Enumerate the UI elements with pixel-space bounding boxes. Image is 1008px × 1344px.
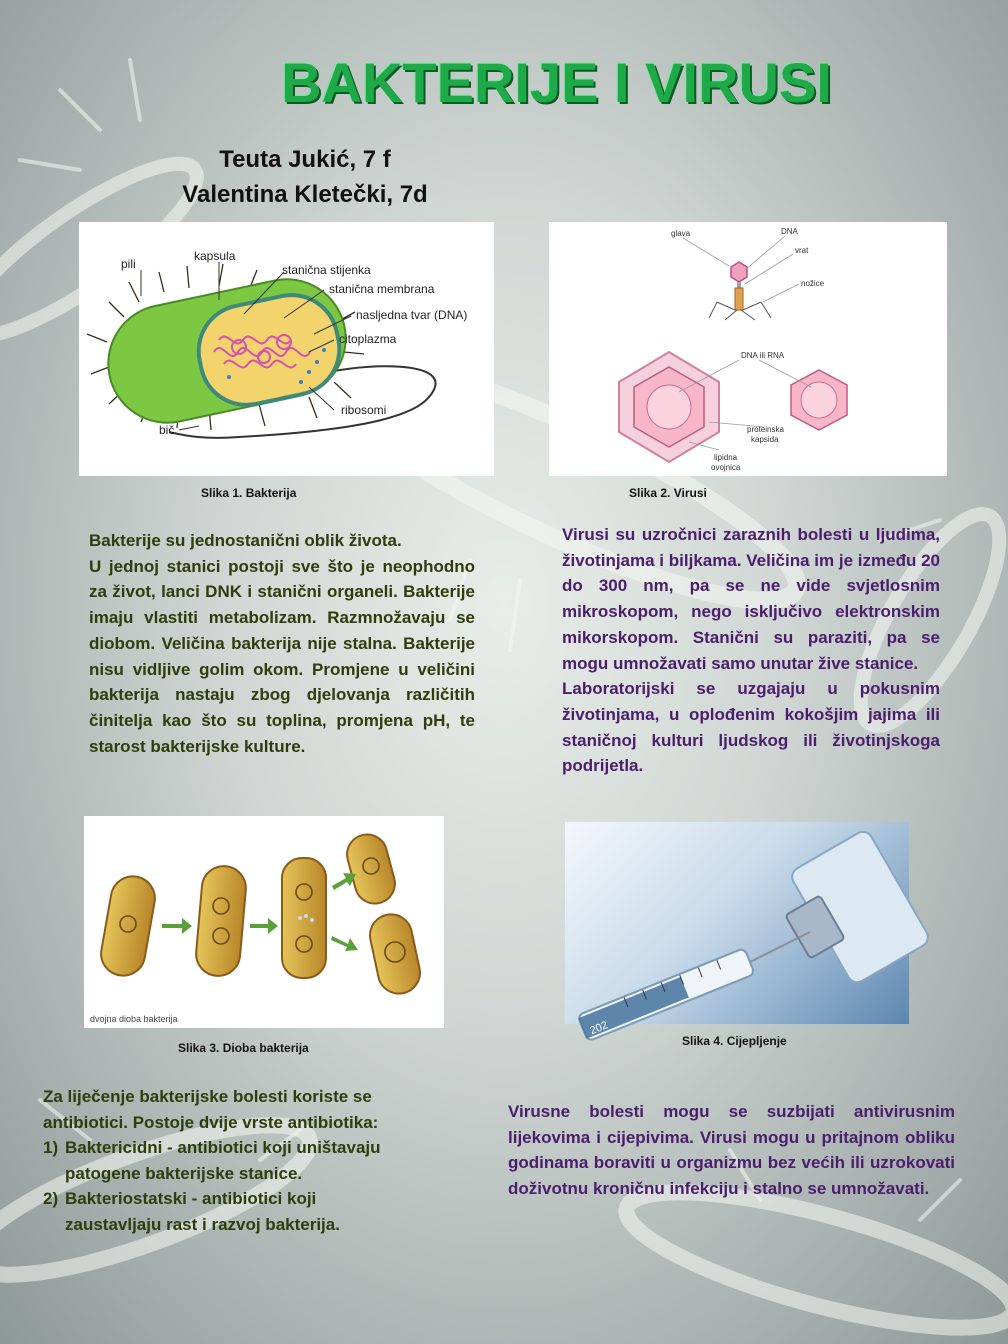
- virus-paragraph-2: Laboratorijski se uzgajaju u pokusnim životinjama, u oplođenim kokošjim jajima ili staničnoj kulturi ljudskog ili životinjskoga podrijetla.: [562, 679, 940, 776]
- label-nozice: nožice: [801, 279, 825, 288]
- vaccination-photo: [565, 822, 909, 1038]
- bacteria-body: U jednoj stanici postoji sve što je neophodno za život, lanci DNK i stanični organeli. Bakterije imaju vlastiti metabolizam. Razmnožavaju se diobom. Veličina bakterija nije stalna. Bakterije nisu vidljive golim okom. Promjene u veličini bakterija nastaju zbog djelovanja različitih činitelja kao što su toplina, promjena pH, te starost bakterijske kulture.: [89, 556, 475, 756]
- figure-binary-fission: [84, 816, 444, 1028]
- vaccine-description: [508, 1099, 955, 1202]
- label-bic: bič: [159, 423, 175, 437]
- label-kapsula: kapsula: [194, 249, 236, 263]
- virus-paragraph-1: Virusi su uzročnici zaraznih bolesti u ljudima, životinjama i biljkama. Veličina im je između 20 do 300 nm, pa se ne vide svjetlosnim mikroskopom, nego isključivo elektronskim mikorskopom. Stanični su paraziti, pa se mogu umnožavati samo unutar žive stanice.: [562, 525, 940, 673]
- figure-2-caption: Slika 2. Virusi: [629, 486, 707, 500]
- bacterium-diagram: [79, 222, 494, 476]
- virus-description: [562, 522, 940, 779]
- figure-vaccination: [565, 822, 909, 1038]
- treatment-item-2-line-2: zaustavljaju rast i razvoj bakterija.: [65, 1214, 340, 1234]
- figure-viruses: [549, 222, 947, 476]
- bacteria-description: [89, 528, 475, 759]
- figure-bacterium: [79, 222, 494, 476]
- label-ovojnica-2: ovojnica: [711, 463, 741, 472]
- label-vrat: vrat: [795, 246, 809, 255]
- treatment-item-1: [43, 1135, 413, 1161]
- binary-fission-diagram: [84, 816, 444, 1028]
- label-membrana: stanična membrana: [329, 282, 435, 296]
- vaccine-paragraph: Virusne bolesti mogu se suzbijati antivirusnim lijekovima i cijepivima. Virusi mogu u pritajnom obliku godinama boraviti u organizmu bez većih ili uzrokovati doživotnu kroničnu infekciju i stalno se umnožavati.: [508, 1102, 955, 1199]
- treatment-description: [43, 1084, 413, 1237]
- syringe-marks: 202: [588, 1019, 610, 1038]
- label-citoplazma: citoplazma: [339, 332, 397, 346]
- label-pili: pili: [121, 257, 136, 271]
- treatment-intro-1: Za liječenje bakterijske bolesti koriste se: [43, 1087, 372, 1106]
- label-ribosomi: ribosomi: [341, 403, 387, 417]
- label-stijenka: stanična stijenka: [282, 263, 371, 277]
- page-title: BAKTERIJE I VIRUSI: [281, 51, 832, 114]
- figure-3-caption: Slika 3. Dioba bakterija: [178, 1041, 309, 1055]
- treatment-item-2-line-1: Bakteriostatski - antibiotici koji: [65, 1189, 317, 1208]
- label-dna: DNA: [781, 227, 798, 236]
- author-2: Valentina Kletečki, 7d: [182, 181, 428, 208]
- treatment-intro-2: antibiotici. Postoje dvije vrste antibiotika:: [43, 1112, 379, 1132]
- figure-4-caption: Slika 4. Cijepljenje: [682, 1034, 787, 1048]
- treatment-item-2-number: 2): [43, 1189, 59, 1208]
- author-1: Teuta Jukić, 7 f: [219, 146, 391, 173]
- virus-diagram: [549, 222, 947, 476]
- figure-1-caption: Slika 1. Bakterija: [201, 486, 297, 500]
- treatment-item-1-line-2: patogene bakterijske stanice.: [65, 1163, 303, 1183]
- label-ovojnica-1: lipidna: [714, 453, 738, 462]
- label-kapsida-2: kapsida: [751, 435, 779, 444]
- treatment-item-1-line-1: Baktericidni - antibiotici koji uništavaju: [65, 1138, 381, 1157]
- label-glava: glava: [671, 229, 691, 238]
- treatment-item-2: [43, 1186, 413, 1212]
- label-kapsida-1: proteinska: [747, 425, 784, 434]
- bacteria-intro: Bakterije su jednostanični oblik života.: [89, 531, 402, 550]
- label-binary-fission: dvojna dioba bakterija: [90, 1014, 178, 1024]
- label-dna-rna: DNA ili RNA: [741, 351, 785, 360]
- authors: [150, 142, 460, 212]
- label-dna: nasljedna tvar (DNA): [356, 308, 468, 322]
- treatment-item-1-number: 1): [43, 1138, 59, 1157]
